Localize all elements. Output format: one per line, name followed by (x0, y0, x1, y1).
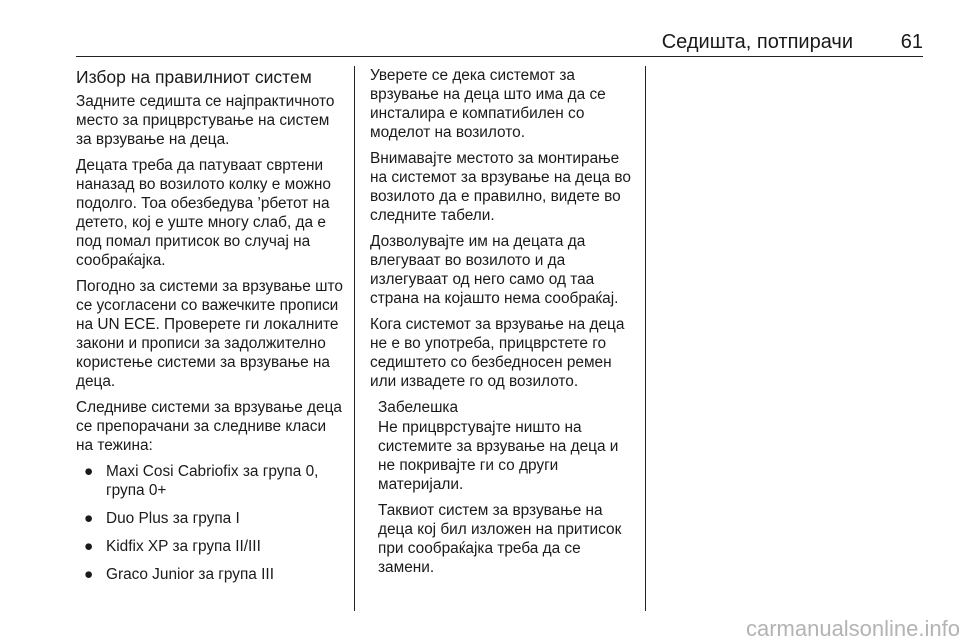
paragraph: Следниве системи за врзување деца се препорачани за следниве класи на тежина: (76, 399, 342, 454)
list-item-text: Kidfix XP за група II/III (106, 538, 261, 555)
note-block (370, 398, 638, 577)
paragraph: Децата треба да патуваат свртени наназад во возилото колку е можно подолго. Тоа обезбедува ’рбетот на детето, кој е уште многу слаб, да е под помал притисок во случај на сообраќајка. (76, 157, 331, 269)
left-column (76, 66, 346, 593)
note-paragraph: Не прицврстувајте ништо на системите за врзување на деца и не покривајте ги со други материјали. (378, 419, 619, 493)
list-item (76, 509, 346, 528)
list-item-text: Graco Junior за група III (106, 566, 274, 583)
bullet-icon: ● (84, 510, 94, 527)
section-heading: Избор на правилниот систем (76, 67, 312, 87)
note-title: Забелешка (378, 399, 459, 416)
note-paragraph: Таквиот систем за врзување на деца кој бил изложен на притисок при сообраќајка треба да се замени. (378, 502, 622, 576)
paragraph: Внимавајте местото за монтирање на системот за врзување на деца во возилото да е правилно, видете во следните табели. (370, 150, 631, 224)
paragraph: Уверете се дека системот за врзување на деца што има да се инсталира е компатибилен со моделот на возилото. (370, 67, 606, 141)
column-divider (354, 66, 355, 611)
header-rule (76, 56, 923, 57)
bullet-icon: ● (84, 566, 94, 583)
list-item (76, 537, 346, 556)
paragraph: Дозволувајте им на децата да влегуваат во возилото и да излегуваат од него само од таа страна на којашто нема сообраќај. (370, 233, 619, 307)
bullet-icon: ● (84, 463, 94, 480)
paragraph: Погодно за системи за врзување што се усогласени со важечките прописи на UN ECE. Проверете ги локалните закони и прописи за задолжително користење системи за врзување на деца. (76, 278, 343, 390)
middle-column (370, 66, 638, 584)
list-item (76, 565, 346, 584)
bullet-icon: ● (84, 538, 94, 555)
section-title: Седишта, потпирачи (661, 31, 853, 53)
list-item (76, 462, 346, 500)
paragraph: Задните седишта се најпрактичното место за прицврстување на систем за врзување на деца. (76, 93, 335, 148)
page-number: 61 (900, 31, 923, 53)
paragraph: Кога системот за врзување на деца не е во употреба, прицврстете го седиштето со безбедносен ремен или извадете го од возилото. (370, 316, 625, 390)
list-item-text: Duo Plus за група I (106, 510, 240, 527)
column-divider (645, 66, 646, 611)
watermark: carmanualsonline.info (745, 616, 960, 641)
list-item-text: Maxi Cosi Cabriofix за група 0, група 0+ (106, 463, 319, 499)
restraint-list (76, 462, 346, 584)
